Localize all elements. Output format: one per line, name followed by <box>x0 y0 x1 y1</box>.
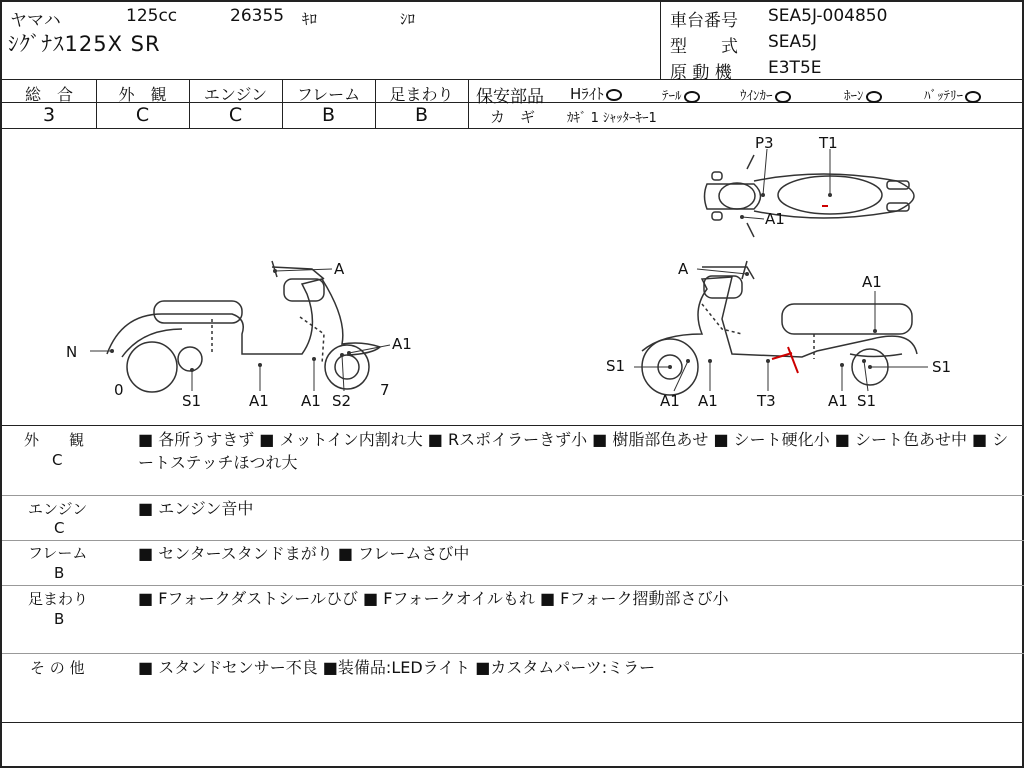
right-label-a1-c: A1 <box>828 392 848 410</box>
remark-frame-text: ■ センタースタンドまがり ■ フレームさび中 <box>138 544 470 563</box>
remark-other-text: ■ スタンドセンサー不良 ■装備品:LEDライト ■カスタムパーツ:ミラー <box>138 658 656 677</box>
mileage: 26355 <box>230 6 285 26</box>
remark-suspension-text: ■ Fフォークダストシールひび ■ Fフォークオイルもれ ■ Fフォーク摺動部さび小 <box>138 589 729 608</box>
top-label-p3: P3 <box>755 134 774 152</box>
remark-engine-label: エンジン <box>28 500 88 518</box>
taillight-label: ﾃｰﾙ <box>662 89 682 104</box>
battery-ok-icon <box>965 91 981 103</box>
grade-suspension-label: 足まわり <box>389 85 454 104</box>
remark-engine-text: ■ エンジン音中 <box>138 499 254 518</box>
right-label-a1-top: A1 <box>862 273 882 291</box>
horn-ok-icon <box>866 91 882 103</box>
right-label-a: A <box>678 260 689 278</box>
grade-suspension-value: B <box>414 104 429 126</box>
remark-other-label: そ の 他 <box>30 659 85 677</box>
taillight-ok-icon <box>684 91 700 103</box>
left-label-a1-rear: A1 <box>392 335 412 353</box>
left-label-s2: S2 <box>332 392 352 410</box>
left-label-0: 0 <box>114 381 124 399</box>
grade-frame-label: フレーム <box>296 85 361 104</box>
headlight-ok-icon <box>606 89 622 101</box>
displacement: 125cc <box>126 6 178 26</box>
right-label-a1-a: A1 <box>660 392 680 410</box>
remark-frame-grade: B <box>54 564 65 582</box>
right-label-s1-b: S1 <box>857 392 877 410</box>
safety-winker <box>740 85 791 104</box>
remark-suspension-label: 足まわり <box>28 590 89 608</box>
remark-exterior-label: 外 観 <box>24 431 85 449</box>
mileage-unit: ｷﾛ <box>302 10 318 28</box>
left-side-scooter <box>107 261 380 392</box>
color: ｼﾛ <box>400 10 416 28</box>
grade-total-label: 総 合 <box>24 85 73 104</box>
top-view-scooter <box>705 155 915 237</box>
grade-frame-value: B <box>321 104 336 126</box>
safety-label: 保安部品 <box>476 87 544 107</box>
key-label: カ ギ <box>490 108 536 126</box>
left-label-a: A <box>334 260 345 278</box>
remark-engine-grade: C <box>54 519 65 537</box>
model-name: ｼｸﾞﾅｽ125X SR <box>8 32 161 56</box>
left-label-s1: S1 <box>182 392 202 410</box>
model-code: SEA5J <box>768 32 817 52</box>
right-label-s1-front: S1 <box>606 357 626 375</box>
maker: ヤマハ <box>10 11 61 31</box>
model-label: 型 式 <box>670 37 738 57</box>
winker-ok-icon <box>775 91 791 103</box>
right-label-a1-b: A1 <box>698 392 718 410</box>
left-label-a1-b: A1 <box>301 392 321 410</box>
right-label-t3: T3 <box>757 392 776 410</box>
remark-exterior-grade: C <box>52 451 63 469</box>
engine-label: 原 動 機 <box>670 63 732 83</box>
grade-engine-value: C <box>228 104 243 126</box>
left-label-7: 7 <box>380 381 390 399</box>
remark-frame-label: フレーム <box>28 544 88 562</box>
left-label-a1-a: A1 <box>249 392 269 410</box>
headlight-label: Hﾗｲﾄ <box>570 85 604 103</box>
horn-label: ﾎｰﾝ <box>844 89 864 104</box>
grade-total-value: 3 <box>42 104 56 126</box>
safety-taillight <box>662 85 700 104</box>
grade-engine-label: エンジン <box>203 85 268 104</box>
right-label-s1-rear: S1 <box>932 358 952 376</box>
grade-exterior-value: C <box>135 104 150 126</box>
key-value: ｶｷﾞ 1 ｼｬｯﾀｰｷｰ1 <box>567 111 657 126</box>
safety-battery <box>924 85 981 104</box>
remark-suspension-grade: B <box>54 610 65 628</box>
engine-code: E3T5E <box>768 58 822 78</box>
damage-diagram <box>2 129 1024 425</box>
frame-no: SEA5J-004850 <box>768 6 888 26</box>
safety-headlight <box>570 83 622 104</box>
grade-exterior-label: 外 観 <box>118 85 167 104</box>
left-label-n: N <box>66 343 78 361</box>
top-label-a1: A1 <box>765 210 785 228</box>
winker-label: ｳｲﾝｶｰ <box>740 89 773 104</box>
remark-exterior-text: ■ 各所うすきず ■ メットイン内割れ大 ■ Rスポイラーきず小 ■ 樹脂部色あせ ■ シート硬化小 ■ シート色あせ中 ■ シートステッチほつれ大 <box>138 430 1009 472</box>
battery-label: ﾊﾞｯﾃﾘｰ <box>924 89 963 104</box>
safety-horn <box>844 85 882 104</box>
frame-no-label: 車台番号 <box>670 11 738 31</box>
top-label-t1: T1 <box>819 134 838 152</box>
